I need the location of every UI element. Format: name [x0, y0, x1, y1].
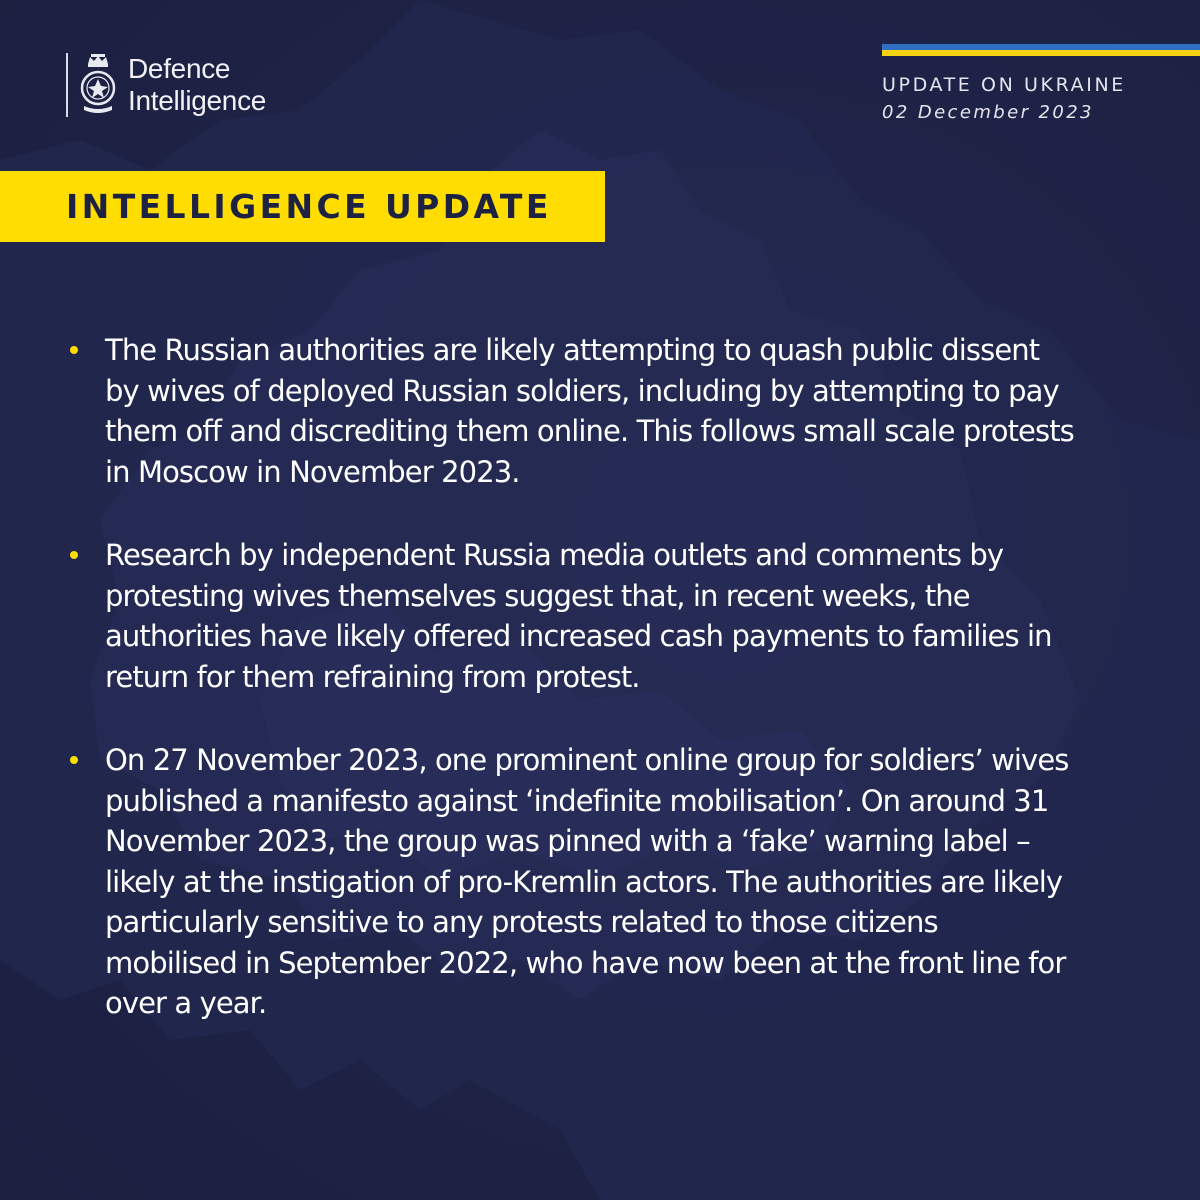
- bullet-item: [66, 740, 1076, 1024]
- bullet-dot-icon: [70, 346, 78, 354]
- bullet-list: [66, 330, 1076, 1067]
- bullet-dot-icon: [70, 551, 78, 559]
- bullet-text: The Russian authorities are likely attempting to quash public dissent by wives of deployed Russian soldiers, including by attempting to pay them off and discrediting them online. This follows small scale protests in Moscow in November 2023.: [105, 333, 1074, 489]
- bullet-dot-icon: [70, 756, 78, 764]
- update-date: 02 December 2023: [882, 102, 1094, 123]
- logo-text: [128, 53, 266, 117]
- defence-intelligence-logo: [66, 52, 266, 118]
- bullet-item: [66, 535, 1076, 697]
- banner-title: INTELLIGENCE UPDATE: [66, 187, 552, 226]
- bullet-text: Research by independent Russia media outlets and comments by protesting wives themselves suggest that, in recent weeks, the authorities have likely offered increased cash payments to families in return for them refraining from protest.: [105, 538, 1052, 694]
- update-label: UPDATE ON UKRAINE: [882, 74, 1126, 96]
- logo-line-defence: Defence: [128, 53, 231, 84]
- ukraine-flag-stripe: [882, 44, 1200, 56]
- bullet-text: On 27 November 2023, one prominent online group for soldiers’ wives published a manifesto against ‘indefinite mobilisation’. On around 31 November 2023, the group was pinned with a ‘fake’ warning label – likely at the instigation of pro-Kremlin actors. The authorities are likely particularly sensitive to any protests related to those citizens mobilised in September 2022, who have now been at the front line for over a year.: [105, 743, 1069, 1020]
- royal-crest-icon: [76, 52, 120, 118]
- logo-divider: [66, 53, 68, 117]
- intelligence-update-banner: [0, 171, 605, 242]
- flag-yellow-band: [882, 50, 1200, 56]
- logo-line-intelligence: Intelligence: [128, 85, 267, 116]
- bullet-item: [66, 330, 1076, 492]
